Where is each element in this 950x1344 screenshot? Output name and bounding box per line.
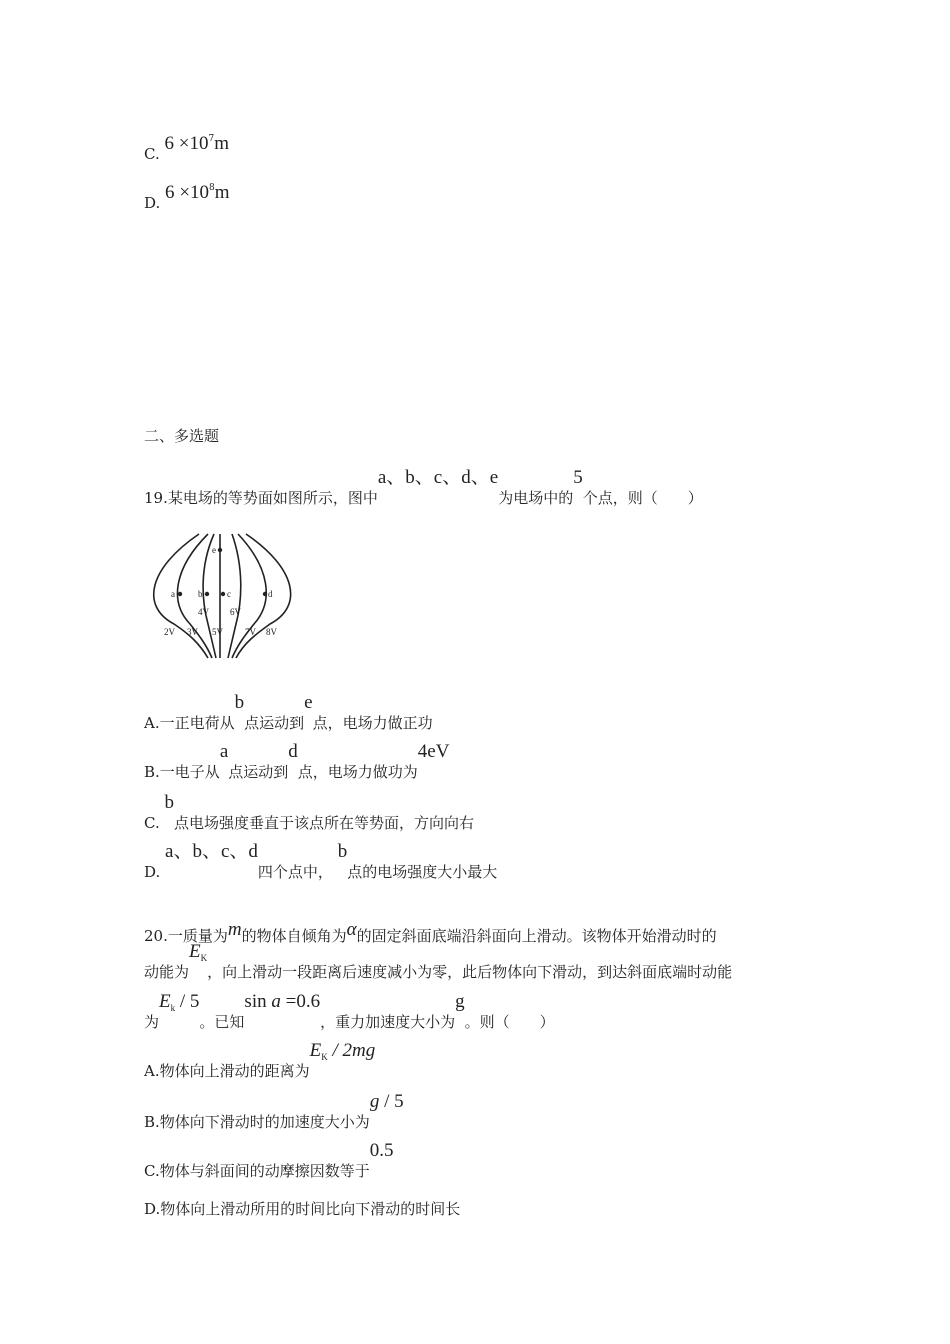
q19-option-c [144, 792, 475, 833]
point-label-a: a [171, 589, 175, 599]
point-c [221, 592, 225, 596]
stem-text: 。已知 [199, 1013, 245, 1031]
stem-text: 为电场中的 [498, 489, 574, 507]
option-label: D. [144, 1200, 161, 1218]
question-number: 19. [144, 489, 168, 507]
option-text: 物体向下滑动时的加速度大小为 [159, 1113, 370, 1131]
formula-times: ×10 [178, 133, 209, 154]
voltage-label-bottom: 3V [187, 627, 198, 637]
formula-rest: / 2mg [332, 1040, 376, 1061]
distance-formula [310, 1040, 376, 1061]
kinetic-energy-fraction [159, 991, 199, 1012]
q20-option-a [144, 1040, 376, 1083]
section-heading: 二、多选题 [144, 427, 220, 445]
point-var: d [288, 741, 298, 762]
q20-stem-line-3 [144, 991, 555, 1034]
angle-var: α [346, 919, 357, 940]
point-var: b [164, 792, 174, 813]
option-text: 四个点中， [257, 863, 333, 881]
stem-text: 为 [144, 1013, 160, 1031]
stem-text: 的物体自倾角为 [241, 927, 347, 945]
option-text: 物体与斜面间的动摩擦因数等于 [159, 1162, 370, 1180]
point-count: 5 [573, 467, 583, 488]
stem-text: 个点，则（ ） [582, 489, 703, 507]
stem-text: 某电场的等势面如图所示，图中 [167, 489, 378, 507]
option-label: C. [144, 145, 160, 163]
q20-option-b [144, 1091, 404, 1132]
voltage-label-inner: 4V [198, 607, 209, 617]
angle-var: a [271, 991, 281, 1012]
option-text: 一正电荷从 [159, 714, 235, 732]
option-text: 点电场强度垂直于该点所在等势面，方向向右 [174, 814, 475, 832]
option-label: A. [144, 714, 160, 732]
stem-text: 。则（ ） [464, 1013, 555, 1031]
formula-exponent: 7 [208, 134, 215, 144]
formula-exponent: 8 [209, 183, 215, 193]
sine-expression [244, 991, 320, 1012]
point-label-c: c [227, 589, 231, 599]
option-label: C. [144, 814, 160, 832]
point-label-e: e [212, 545, 216, 555]
equipotential-figure [144, 528, 302, 664]
q20-stem-line-1 [144, 919, 717, 946]
point-label-d: d [268, 589, 273, 599]
point-b [205, 592, 209, 596]
point-var: e [304, 692, 313, 713]
q20-option-c [144, 1140, 394, 1181]
symbol-E: E [189, 941, 201, 962]
point-var: b [337, 841, 348, 862]
points-expression: a、b、c、d [165, 841, 258, 862]
subscript-k: k [170, 1003, 176, 1013]
q19-option-b [144, 741, 450, 782]
voltage-label-bottom: 7V [245, 627, 256, 637]
acceleration-formula [370, 1091, 404, 1112]
stem-text: 一质量为 [167, 927, 228, 945]
point-var: b [234, 692, 245, 713]
option-text: 物体向上滑动的距离为 [159, 1062, 310, 1080]
point-d [263, 592, 267, 596]
option-text: 点的电场强度大小最大 [347, 863, 498, 881]
formula-rest: / 5 [384, 1091, 404, 1112]
formula-mantissa: 6 [165, 182, 175, 203]
option-text: 点运动到 [228, 763, 289, 781]
option-label: D. [144, 194, 161, 212]
subscript-K: K [200, 953, 208, 963]
symbol-E: E [309, 1040, 322, 1061]
stem-text: 的固定斜面底端沿斜面向上滑动。该物体开始滑动时的 [356, 927, 717, 945]
friction-value: 0.5 [369, 1140, 394, 1161]
formula-unit: m [214, 182, 230, 203]
q19-stem [144, 467, 703, 508]
q19-option-d [144, 841, 498, 882]
option-label: A. [144, 1062, 160, 1080]
q18-option-c [144, 133, 230, 163]
sin-value: =0.6 [285, 991, 321, 1012]
sin-function: sin [244, 991, 267, 1012]
formula-unit: m [214, 133, 230, 154]
mass-var: m [227, 919, 242, 940]
voltage-label-inner: 6V [230, 607, 241, 617]
equipotential-diagram [144, 528, 302, 664]
subscript-K: K [321, 1052, 328, 1062]
fraction-rest: / 5 [179, 991, 200, 1012]
option-text: 物体向上滑动所用的时间比向下滑动的时间长 [160, 1200, 461, 1218]
symbol-E: E [159, 991, 171, 1012]
stem-text: ，重力加速度大小为 [320, 1013, 456, 1031]
stem-text: 动能为 [144, 963, 190, 981]
point-var: a [219, 741, 229, 762]
option-label: D. [144, 863, 161, 881]
point-a [178, 592, 182, 596]
option-label: B. [144, 763, 160, 781]
option-text: 点，电场力做正功 [312, 714, 433, 732]
option-label: B. [144, 1113, 160, 1131]
q19-option-a [144, 692, 433, 733]
stem-text: ，向上滑动一段距离后速度减小为零，此后物体向下滑动，到达斜面底端时动能 [207, 963, 733, 981]
question-number: 20. [144, 927, 168, 945]
gravity-var: g [369, 1091, 380, 1112]
option-label: C. [144, 1162, 160, 1180]
option-text: 一电子从 [159, 763, 220, 781]
points-expression: a、b、c、d、e [377, 467, 499, 488]
q18-option-d [144, 182, 230, 212]
q20-stem-line-2 [144, 941, 733, 984]
point-e [218, 548, 222, 552]
q20-option-d [144, 1199, 460, 1219]
formula-times: ×10 [179, 182, 210, 203]
option-text: 点运动到 [244, 714, 305, 732]
option-text: 点，电场力做功为 [297, 763, 418, 781]
voltage-label-bottom: 5V [212, 627, 223, 637]
energy-value: 4eV [417, 741, 450, 762]
voltage-label-bottom: 8V [266, 627, 277, 637]
kinetic-energy-symbol [189, 941, 207, 962]
point-label-b: b [198, 589, 203, 599]
formula-mantissa: 6 [164, 133, 174, 154]
voltage-label-bottom: 2V [164, 627, 175, 637]
gravity-var: g [455, 991, 465, 1012]
